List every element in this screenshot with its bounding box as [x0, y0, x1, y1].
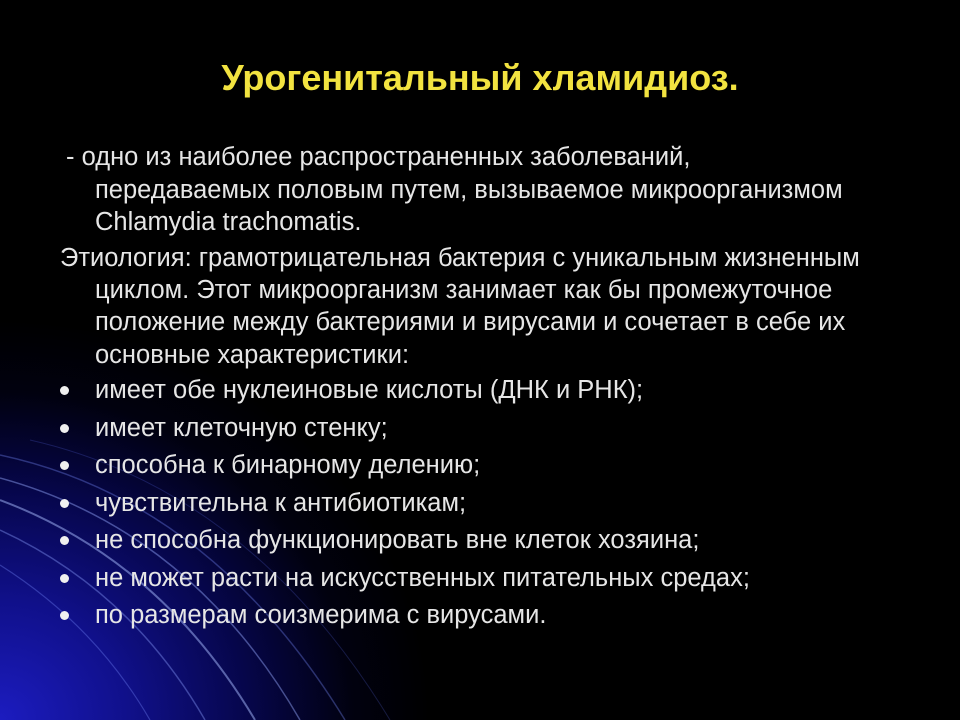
bullet-icon: [60, 386, 69, 395]
bullet-icon: [60, 536, 69, 545]
definition-line: передаваемых половым путем, вызываемое микроорганизмом: [95, 176, 843, 204]
list-item: чувствительна к антибиотикам;: [95, 489, 467, 517]
definition-line: Chlamydia trachomatis.: [95, 208, 362, 236]
etiology-line: основные характеристики:: [95, 341, 410, 369]
bullet-icon: [60, 574, 69, 583]
etiology-line: циклом. Этот микроорганизм занимает как бы промежуточное: [95, 276, 833, 304]
list-item: по размерам соизмерима с вирусами.: [95, 601, 547, 629]
list-item: способна к бинарному делению;: [95, 451, 481, 479]
bullet-icon: [60, 611, 69, 620]
etiology-line: Этиология: грамотрицательная бактерия с уникальным жизненным: [60, 244, 860, 272]
bullet-icon: [60, 424, 69, 433]
list-item: имеет клеточную стенку;: [95, 414, 388, 442]
etiology-line: положение между бактериями и вирусами и сочетает в себе их: [95, 308, 846, 336]
definition-line: - одно из наиболее распространенных заболеваний,: [66, 143, 691, 171]
slide-title: Урогенитальный хламидиоз.: [221, 57, 739, 98]
list-item: не может расти на искусственных питательных средах;: [95, 564, 750, 592]
list-item: не способна функционировать вне клеток хозяина;: [95, 526, 700, 554]
bullet-icon: [60, 461, 69, 470]
bullet-icon: [60, 499, 69, 508]
list-item: имеет обе нуклеиновые кислоты (ДНК и РНК);: [95, 376, 644, 404]
